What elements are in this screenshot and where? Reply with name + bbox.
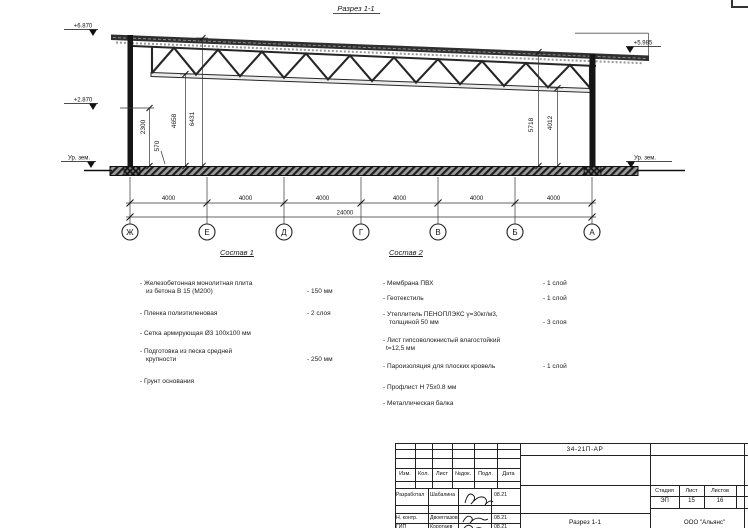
stage-header: Стадия (655, 487, 674, 494)
col-header: Лист (436, 471, 448, 477)
sig-role: Н. контр. (396, 515, 418, 521)
item-name: - Подготовка из песка средней (140, 347, 233, 355)
left-foundation-block (124, 167, 140, 176)
item-name: - Утеплитель ПЕНОПЛЭКС γ=30кг/м3, (383, 310, 498, 318)
axis-label: Б (512, 228, 518, 237)
item-value: - 1 слой (543, 295, 567, 302)
col-header: Подл. (478, 471, 493, 477)
horizontal-dimensions (126, 177, 596, 224)
composition-1-title: Состав 1 (220, 248, 254, 257)
svg-text:+5.985: +5.985 (633, 40, 653, 47)
list-item (383, 363, 628, 372)
composition-list-2 (383, 249, 628, 408)
axis-label: А (589, 228, 595, 237)
list-item (140, 280, 390, 297)
total-dim: 24000 (336, 210, 354, 217)
span-dim: 4000 (469, 196, 484, 202)
stage-value: ЭП (660, 498, 669, 504)
axis-label: Ж (126, 228, 134, 237)
left-column (128, 35, 134, 168)
dim-6431: 6431 (189, 111, 196, 127)
sig-role: Разработал (396, 492, 425, 498)
sig-name: Коротаев (430, 523, 453, 528)
dim-2300: 2300 (140, 119, 147, 135)
right-column (590, 54, 596, 168)
span-dim: 4000 (546, 196, 561, 202)
dim-5718: 5718 (528, 117, 535, 133)
item-value: - 1 слой (543, 362, 567, 370)
section-drawing (0, 0, 748, 246)
item-value: - 150 мм (307, 288, 333, 295)
item-value: - 3 слоя (543, 319, 567, 326)
item-name: - Металлическая балка (383, 399, 454, 407)
item-name: - Пленка полиэтиленовая (140, 309, 218, 317)
sig-role: ГИП (396, 523, 407, 528)
svg-text:+2.870: +2.870 (73, 97, 93, 104)
item-name-line2: крупности (146, 356, 177, 363)
svg-text:+6.870: +6.870 (73, 23, 93, 30)
item-name-line2: из бетона В 15 (М200) (146, 288, 213, 295)
sig-name: Шабалина (430, 492, 456, 498)
dim-4658: 4658 (171, 113, 178, 129)
list-item (383, 295, 628, 304)
drawing-name: Разрез 1-1 (569, 519, 601, 526)
list-item (383, 384, 628, 393)
col-header: Кол. (418, 471, 429, 477)
item-name: - Грунт основания (140, 377, 195, 385)
dim-4012: 4012 (547, 115, 554, 131)
list-item (383, 280, 628, 289)
ground-level-mark-left (61, 156, 96, 169)
sheet-count: 16 (716, 498, 724, 504)
sig-name: Двоеглазов (430, 515, 458, 521)
elevation-mark-top-right (626, 41, 661, 54)
item-name: - Лист гипсоволокнистый влагостойкий (383, 336, 501, 344)
item-value: - 1 слой (543, 279, 567, 287)
axis-label: Е (204, 228, 210, 237)
span-dim: 4000 (238, 196, 253, 202)
stage-header: Листов (711, 487, 729, 494)
item-name: - Профлист Н 75х0.8 мм (383, 384, 457, 391)
composition-list-1 (140, 249, 390, 386)
view-title: Разрез 1-1 (337, 4, 375, 13)
svg-text:Ур. зем.: Ур. зем. (633, 155, 657, 162)
col-header: Дата (502, 471, 515, 477)
elevation-mark-mid-left (64, 98, 98, 111)
item-value: - 250 мм (307, 356, 333, 363)
item-name-line2: t=12,5 мм (386, 345, 415, 352)
sig-date: 08.21 (494, 523, 507, 528)
sheet-number: 15 (688, 498, 695, 504)
span-dim: 4000 (315, 196, 330, 202)
floor-slab (84, 167, 685, 176)
list-item (140, 348, 390, 365)
axis-label: Г (358, 228, 364, 237)
right-foundation-block (584, 167, 601, 176)
item-name: - Мембрана ПВХ (383, 279, 434, 287)
span-dim: 4000 (161, 196, 176, 202)
title-block (395, 443, 748, 528)
col-header: №док. (454, 471, 472, 477)
sig-date: 08.21 (494, 492, 507, 498)
list-item (383, 337, 628, 354)
list-item (140, 310, 390, 319)
item-name: - Пароизоляция для плоских кровель (383, 362, 496, 370)
doc-number: 34-21П-АР (566, 445, 604, 453)
stage-header: Лист (685, 487, 698, 494)
list-item (140, 378, 390, 387)
axis-label: В (435, 228, 441, 237)
axis-label: Д (281, 228, 287, 237)
span-dim: 4000 (392, 196, 407, 202)
composition-2-title: Состав 2 (389, 248, 423, 257)
col-header: Изм. (399, 471, 411, 477)
svg-text:Ур. зем.: Ур. зем. (67, 155, 91, 162)
sig-date: 08.21 (494, 515, 507, 521)
item-name: - Железобетонная монолитная плита (140, 279, 253, 287)
list-item (140, 330, 390, 339)
item-name-line2: толщиной 50 мм (389, 319, 439, 326)
list-item (383, 400, 628, 409)
dim-570: 570 (154, 140, 161, 152)
item-value: - 2 слоя (307, 309, 331, 317)
list-item (383, 311, 628, 328)
company-name: ООО "Альянс" (683, 519, 726, 526)
axis-bubbles (122, 224, 600, 240)
item-name: - Геотекстиль (383, 295, 424, 302)
elevation-mark-top-left (64, 24, 98, 37)
item-name: - Сетка армирующая Ø3 100х100 мм (140, 330, 251, 337)
